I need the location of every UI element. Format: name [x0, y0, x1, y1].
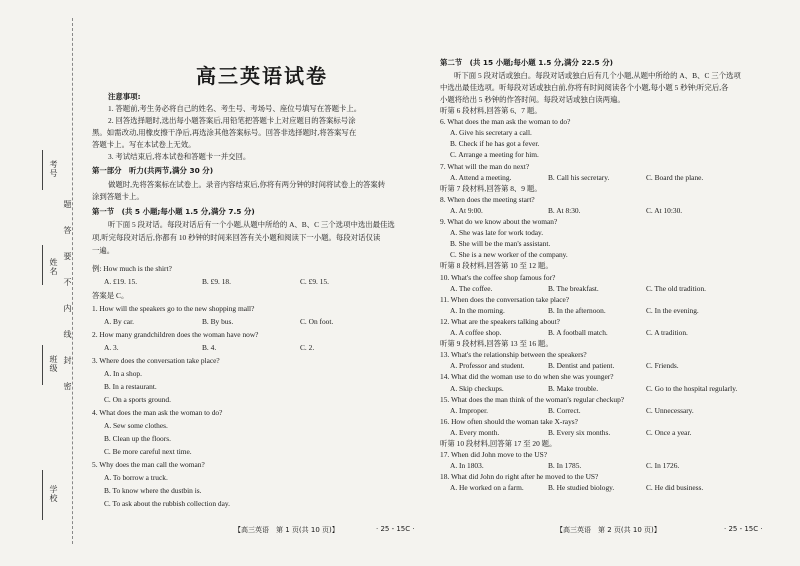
- footer-right-page: 【高三英语 第 2 页(共 10 页)】: [556, 526, 661, 534]
- question-option: B. A football match.: [548, 328, 608, 337]
- question-option: A. To borrow a truck.: [104, 473, 168, 482]
- question-stem: 8. When does the meeting start?: [440, 194, 535, 204]
- question-option: C. Arrange a meeting for him.: [450, 150, 539, 160]
- question-option: B. Make trouble.: [548, 383, 599, 393]
- sec1-heading: 第一节 (共 5 小题;每小题 1.5 分,满分 7.5 分): [92, 207, 255, 216]
- example-option: A. £19. 15.: [104, 277, 138, 286]
- material-heading: 听第 6 段材料,回答第 6、7 题。: [440, 106, 542, 115]
- question-option: B. Call his secretary.: [548, 172, 610, 182]
- seal-char: 题: [63, 200, 72, 208]
- question-option: C. She is a new worker of the company.: [450, 250, 568, 260]
- part1-intro-line: 涂到答题卡上。: [92, 192, 144, 201]
- part1-heading: 第一部分 听力(共两节,满分 30 分): [92, 166, 214, 175]
- question-option: C. On a sports ground.: [104, 395, 171, 404]
- question-option: B. In a restaurant.: [104, 382, 157, 391]
- notice-line: 答题卡上。写在本试卷上无效。: [92, 140, 196, 149]
- question-option: A. She was late for work today.: [450, 228, 544, 238]
- question-stem: 16. How often should the woman take X-rays?: [440, 416, 578, 426]
- seal-char: 要: [63, 252, 72, 260]
- question-stem: 4. What does the man ask the woman to do?: [92, 408, 223, 417]
- banji-line: [42, 345, 43, 385]
- kaohao-line: [42, 150, 43, 190]
- question-option: A. Sew some clothes.: [104, 421, 168, 430]
- question-option: C. Be more careful next time.: [104, 447, 192, 456]
- question-option: B. Check if he has got a fever.: [450, 139, 540, 149]
- question-option: C. Unnecessary.: [646, 405, 694, 415]
- sec1-intro-line: 一遍。: [92, 246, 115, 255]
- question-option: C. Board the plane.: [646, 172, 704, 182]
- question-stem: 12. What are the speakers talking about?: [440, 316, 560, 326]
- question-stem: 17. When did John move to the US?: [440, 450, 548, 460]
- notice-line: 3. 考试结束后,将本试卷和答题卡一并交回。: [108, 152, 251, 161]
- example-option: C. £9. 15.: [300, 277, 329, 286]
- question-option: B. In 1785.: [548, 461, 582, 471]
- question-stem: 6. What does the man ask the woman to do?: [440, 117, 571, 127]
- sec2-intro-line: 小题将给出 5 秒钟的作答时间。每段对话或独白读两遍。: [440, 95, 625, 104]
- question-option: A. By car.: [104, 317, 134, 326]
- question-option: A. Improper.: [450, 405, 488, 415]
- footer-left-code: · 25 - 15C ·: [376, 525, 415, 533]
- seal-char: 内: [63, 304, 72, 312]
- example-option: B. £9. 18.: [202, 277, 231, 286]
- sec2-intro-line: 听下面 5 段对话或独白。每段对话或独白后有几个小题,从题中所给的 A、B、C 三个选项: [454, 71, 741, 80]
- question-option: B. To know where the dustbin is.: [104, 486, 202, 495]
- question-stem: 10. What's the coffee shop famous for?: [440, 272, 556, 282]
- seal-char: 答: [63, 226, 72, 234]
- question-option: B. In the afternoon.: [548, 305, 606, 315]
- question-option: B. Correct.: [548, 405, 581, 415]
- question-option: A. In a shop.: [104, 369, 142, 378]
- question-option: B. Clean up the floors.: [104, 434, 171, 443]
- question-option: C. He did business.: [646, 483, 704, 493]
- question-option: B. Dentist and patient.: [548, 361, 615, 371]
- question-option: B. Every six months.: [548, 427, 611, 437]
- question-option: C. 2.: [300, 343, 315, 352]
- question-option: C. Go to the hospital regularly.: [646, 383, 738, 393]
- question-stem: 7. What will the man do next?: [440, 161, 530, 171]
- question-stem: 18. What did John do right after he moved to the US?: [440, 472, 599, 482]
- question-option: C. On foot.: [300, 317, 334, 326]
- question-option: A. A coffee shop.: [450, 328, 502, 337]
- question-option: A. Give his secretary a call.: [450, 128, 532, 138]
- material-heading: 听第 7 段材料,回答第 8、9 题。: [440, 183, 542, 193]
- material-heading: 听第 10 段材料,回答第 17 至 20 题。: [440, 439, 557, 448]
- sec2-intro-line: 中选出最佳选项。听每段对话或独白前,你将有时间阅读各个小题,每小题 5 秒钟;听完后,各: [440, 83, 729, 92]
- xuexiao-label: 学校: [49, 485, 58, 503]
- material-heading: 听第 9 段材料,回答第 13 至 16 题。: [440, 339, 553, 349]
- sec1-intro-line: 听下面 5 段对话。每段对话后有一个小题,从题中所给的 A、B、C 三个选项中选出最佳选: [108, 220, 395, 229]
- question-option: B. She will be the man's assistant.: [450, 239, 551, 249]
- question-option: B. At 8:30.: [548, 205, 581, 215]
- seal-char: 封: [63, 356, 72, 364]
- xuexiao-line: [42, 470, 43, 520]
- question-option: C. The old tradition.: [646, 283, 707, 293]
- question-stem: 3. Where does the conversation take place?: [92, 356, 220, 365]
- notice-heading: 注意事项:: [108, 92, 141, 101]
- notice-line: 1. 答题前,考生务必将自己的姓名、考生号、考场号、座位号填写在答题卡上。: [108, 104, 362, 113]
- example-answer: 答案是 C。: [92, 291, 129, 300]
- question-stem: 14. What did the woman use to do when she was younger?: [440, 372, 614, 382]
- question-option: A. Attend a meeting.: [450, 172, 512, 182]
- question-option: A. He worked on a farm.: [450, 483, 524, 493]
- xingming-label: 姓名: [49, 258, 58, 276]
- banji-label: 班级: [49, 355, 58, 373]
- question-option: C. To ask about the rubbish collection day.: [104, 499, 230, 508]
- question-option: B. He studied biology.: [548, 483, 615, 493]
- material-heading: 听第 8 段材料,回答第 10 至 12 题。: [440, 261, 553, 271]
- sec2-heading: 第二节 (共 15 小题;每小题 1.5 分,满分 22.5 分): [440, 58, 614, 67]
- xingming-line: [42, 245, 43, 285]
- seal-char: 密: [63, 382, 72, 390]
- question-option: B. The breakfast.: [548, 283, 599, 293]
- question-stem: 15. What does the man think of the woman's regular checkup?: [440, 394, 625, 404]
- question-option: A. At 9:00.: [450, 205, 483, 215]
- question-stem: 11. When does the conversation take place?: [440, 294, 570, 304]
- question-stem: 1. How will the speakers go to the new shopping mall?: [92, 304, 255, 313]
- example-question: 例: How much is the shirt?: [92, 264, 172, 273]
- notice-line: 2. 回答选择题时,选出每小题答案后,用铅笔把答题卡上对应题目的答案标号涂: [108, 116, 356, 125]
- question-option: C. Once a year.: [646, 427, 692, 437]
- question-stem: 2. How many grandchildren does the woman have now?: [92, 330, 259, 339]
- question-option: C. A tradition.: [646, 328, 688, 337]
- page-title: 高三英语试卷: [196, 64, 328, 88]
- question-option: B. By bus.: [202, 317, 234, 326]
- question-option: C. In the evening.: [646, 305, 699, 315]
- footer-left-page: 【高三英语 第 1 页(共 10 页)】: [234, 526, 339, 534]
- question-option: A. 3.: [104, 343, 119, 352]
- question-option: A. In 1803.: [450, 461, 484, 471]
- seal-char: 不: [63, 278, 72, 286]
- question-option: A. Every month.: [450, 427, 500, 437]
- sec1-intro-line: 项,听完每段对话后,你都有 10 秒钟的时间来回答有关小题和阅读下一小题。每段对话仅读: [92, 233, 381, 242]
- question-option: A. In the morning.: [450, 305, 505, 315]
- question-option: C. At 10:30.: [646, 205, 683, 215]
- part1-intro-line: 做题时,先将答案标在试卷上。录音内容结束后,你将有两分钟的时间将试卷上的答案转: [108, 180, 386, 189]
- question-stem: 5. Why does the man call the woman?: [92, 460, 205, 469]
- question-option: C. In 1726.: [646, 461, 680, 471]
- question-stem: 13. What's the relationship between the speakers?: [440, 350, 587, 360]
- seal-char: 线: [63, 330, 72, 338]
- question-option: A. The coffee.: [450, 283, 493, 293]
- question-option: A. Skip checkups.: [450, 383, 504, 393]
- question-option: B. 4.: [202, 343, 217, 352]
- notice-line: 黑。如需改动,用橡皮擦干净后,再选涂其他答案标号。回答非选择题时,将答案写在: [92, 128, 357, 137]
- question-option: A. Professor and student.: [450, 361, 525, 371]
- question-option: C. Friends.: [646, 361, 679, 371]
- question-stem: 9. What do we know about the woman?: [440, 217, 558, 226]
- kaohao-label: 考号: [49, 160, 58, 178]
- footer-right-code: · 25 - 15C ·: [724, 525, 763, 533]
